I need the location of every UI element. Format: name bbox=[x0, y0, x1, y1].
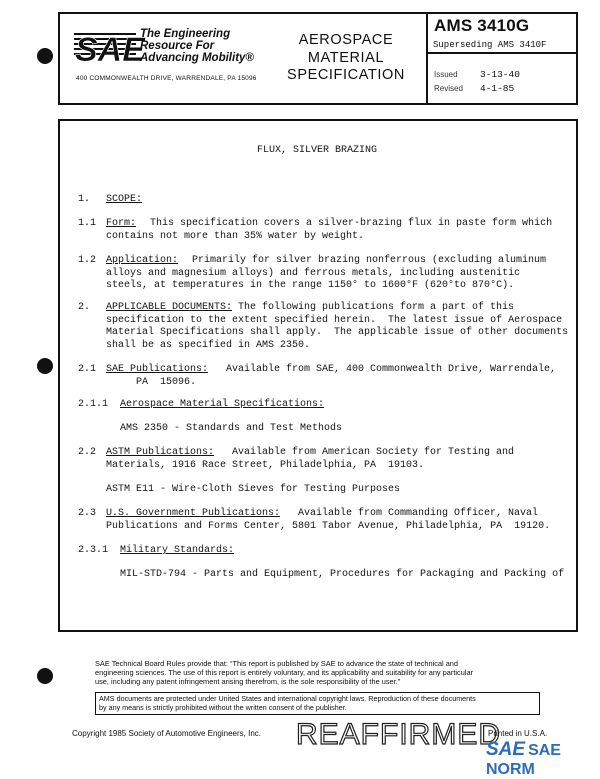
section-2-number: 2. bbox=[78, 302, 91, 313]
section-2-3-text: Publications and Forms Center, 5801 Tabor Avenue, Philadelphia, PA 19120. bbox=[106, 520, 551, 532]
section-1-1-number: 1.1 bbox=[78, 218, 97, 229]
sae-watermark-icon: SAE bbox=[486, 739, 526, 760]
sae-tagline: The Engineering Resource For Advancing Mobility® bbox=[140, 28, 254, 64]
section-2-text: The following publications form a part of this bbox=[238, 302, 515, 313]
printed-in-usa: Printed in U.S.A. bbox=[488, 729, 548, 738]
section-2-text: shall be as specified in AMS 2350. bbox=[106, 339, 311, 351]
section-2-3-heading: U.S. Government Publications: bbox=[106, 508, 281, 519]
copyright-notice-box: AMS documents are protected under United States and international copyright laws. Reproduction of these documents by any means is strictly prohibited without the written consent of the publisher. bbox=[95, 692, 540, 715]
section-2-1-text: Available from SAE, 400 Commonwealth Drive, Warrendale, bbox=[226, 364, 557, 375]
superseding-note: Superseding AMS 3410F bbox=[433, 40, 547, 50]
section-2-1-1-heading: Aerospace Material Specifications: bbox=[120, 399, 325, 410]
document-title: FLUX, SILVER BRAZING bbox=[257, 145, 378, 156]
ams-2350-reference: AMS 2350 - Standards and Test Methods bbox=[120, 423, 343, 434]
section-2-heading: APPLICABLE DOCUMENTS: bbox=[106, 302, 233, 313]
copyright-line: Copyright 1985 Society of Automotive Engineers, Inc. bbox=[72, 729, 261, 738]
section-1-heading: SCOPE: bbox=[106, 194, 143, 205]
astm-e11-reference: ASTM E11 - Wire-Cloth Sieves for Testing Purposes bbox=[106, 484, 401, 495]
section-2-2-text: Available from American Society for Testing and bbox=[232, 447, 515, 458]
section-1-number: 1. bbox=[78, 194, 91, 205]
sae-logo bbox=[74, 26, 145, 69]
mil-std-794-reference: MIL-STD-794 - Parts and Equipment, Procedures for Packaging and Packing of bbox=[120, 569, 565, 580]
revised-date: 4-1-85 bbox=[480, 83, 515, 94]
reaffirmed-stamp: REAFFIRMED bbox=[296, 718, 501, 751]
binder-hole-middle bbox=[37, 358, 53, 374]
ams-box-divider bbox=[428, 52, 576, 54]
section-2-2-number: 2.2 bbox=[78, 447, 97, 458]
binder-hole-top bbox=[37, 48, 53, 64]
spec-type-title: AEROSPACE MATERIAL SPECIFICATION bbox=[287, 32, 405, 83]
ams-number: AMS 3410G bbox=[434, 16, 530, 35]
section-2-2-text: Materials, 1916 Race Street, Philadelphia, PA 19103. bbox=[106, 459, 425, 471]
section-2-text: Material Specifications shall apply. The applicable issue of other documents bbox=[106, 327, 569, 338]
section-2-3-text: Available from Commanding Officer, Naval bbox=[298, 508, 539, 519]
section-1-2-number: 1.2 bbox=[78, 255, 97, 266]
section-2-1-heading: SAE Publications: bbox=[106, 364, 209, 375]
issued-date: 3-13-40 bbox=[480, 69, 520, 80]
sae-norm-watermark: SAE SAE NORM bbox=[486, 739, 561, 778]
technical-board-rules: SAE Technical Board Rules provide that: “This report is published by SAE to advance the state of technical and engineering sciences. The use of this report is entirely voluntary, and its applicability and suitability for any particular use, including any patent infringement arising therefrom, is the sole responsibility of the user.” bbox=[95, 659, 474, 687]
sae-address: 400 COMMONWEALTH DRIVE, WARRENDALE, PA 15096 bbox=[76, 75, 257, 82]
revised-label: Revised bbox=[434, 84, 463, 93]
issued-label: Issued bbox=[434, 70, 458, 79]
section-2-1-text: PA 15096. bbox=[136, 376, 197, 388]
section-2-1-1-number: 2.1.1 bbox=[78, 399, 109, 410]
section-1-2-heading: Application: bbox=[106, 255, 179, 266]
spec-header bbox=[58, 12, 578, 105]
section-1-1-heading: Form: bbox=[106, 218, 137, 229]
section-2-3-1-number: 2.3.1 bbox=[78, 545, 109, 556]
spec-body bbox=[58, 119, 578, 632]
section-2-1-number: 2.1 bbox=[78, 364, 97, 375]
section-2-3-number: 2.3 bbox=[78, 508, 97, 519]
section-1-2-text: alloys and magnesium alloys) and ferrous metals, including austenitic bbox=[106, 267, 521, 279]
section-1-1-text: contains not more than 35% water by weight. bbox=[106, 230, 365, 242]
section-2-2-heading: ASTM Publications: bbox=[106, 447, 215, 458]
section-1-2-text: Primarily for silver brazing nonferrous (excluding aluminum bbox=[192, 255, 547, 266]
section-1-1-text: This specification covers a silver-brazing flux in paste form which bbox=[150, 218, 553, 229]
section-2-text: specification to the extent specified herein. The latest issue of Aerospace bbox=[106, 314, 563, 326]
binder-hole-bottom bbox=[37, 668, 53, 684]
section-1-2-text: steels, at temperatures in the range 1150° to 1600°F (620°to 870°C). bbox=[106, 280, 515, 291]
svg-text:SAE: SAE bbox=[75, 31, 145, 69]
section-2-3-1-heading: Military Standards: bbox=[120, 545, 235, 556]
